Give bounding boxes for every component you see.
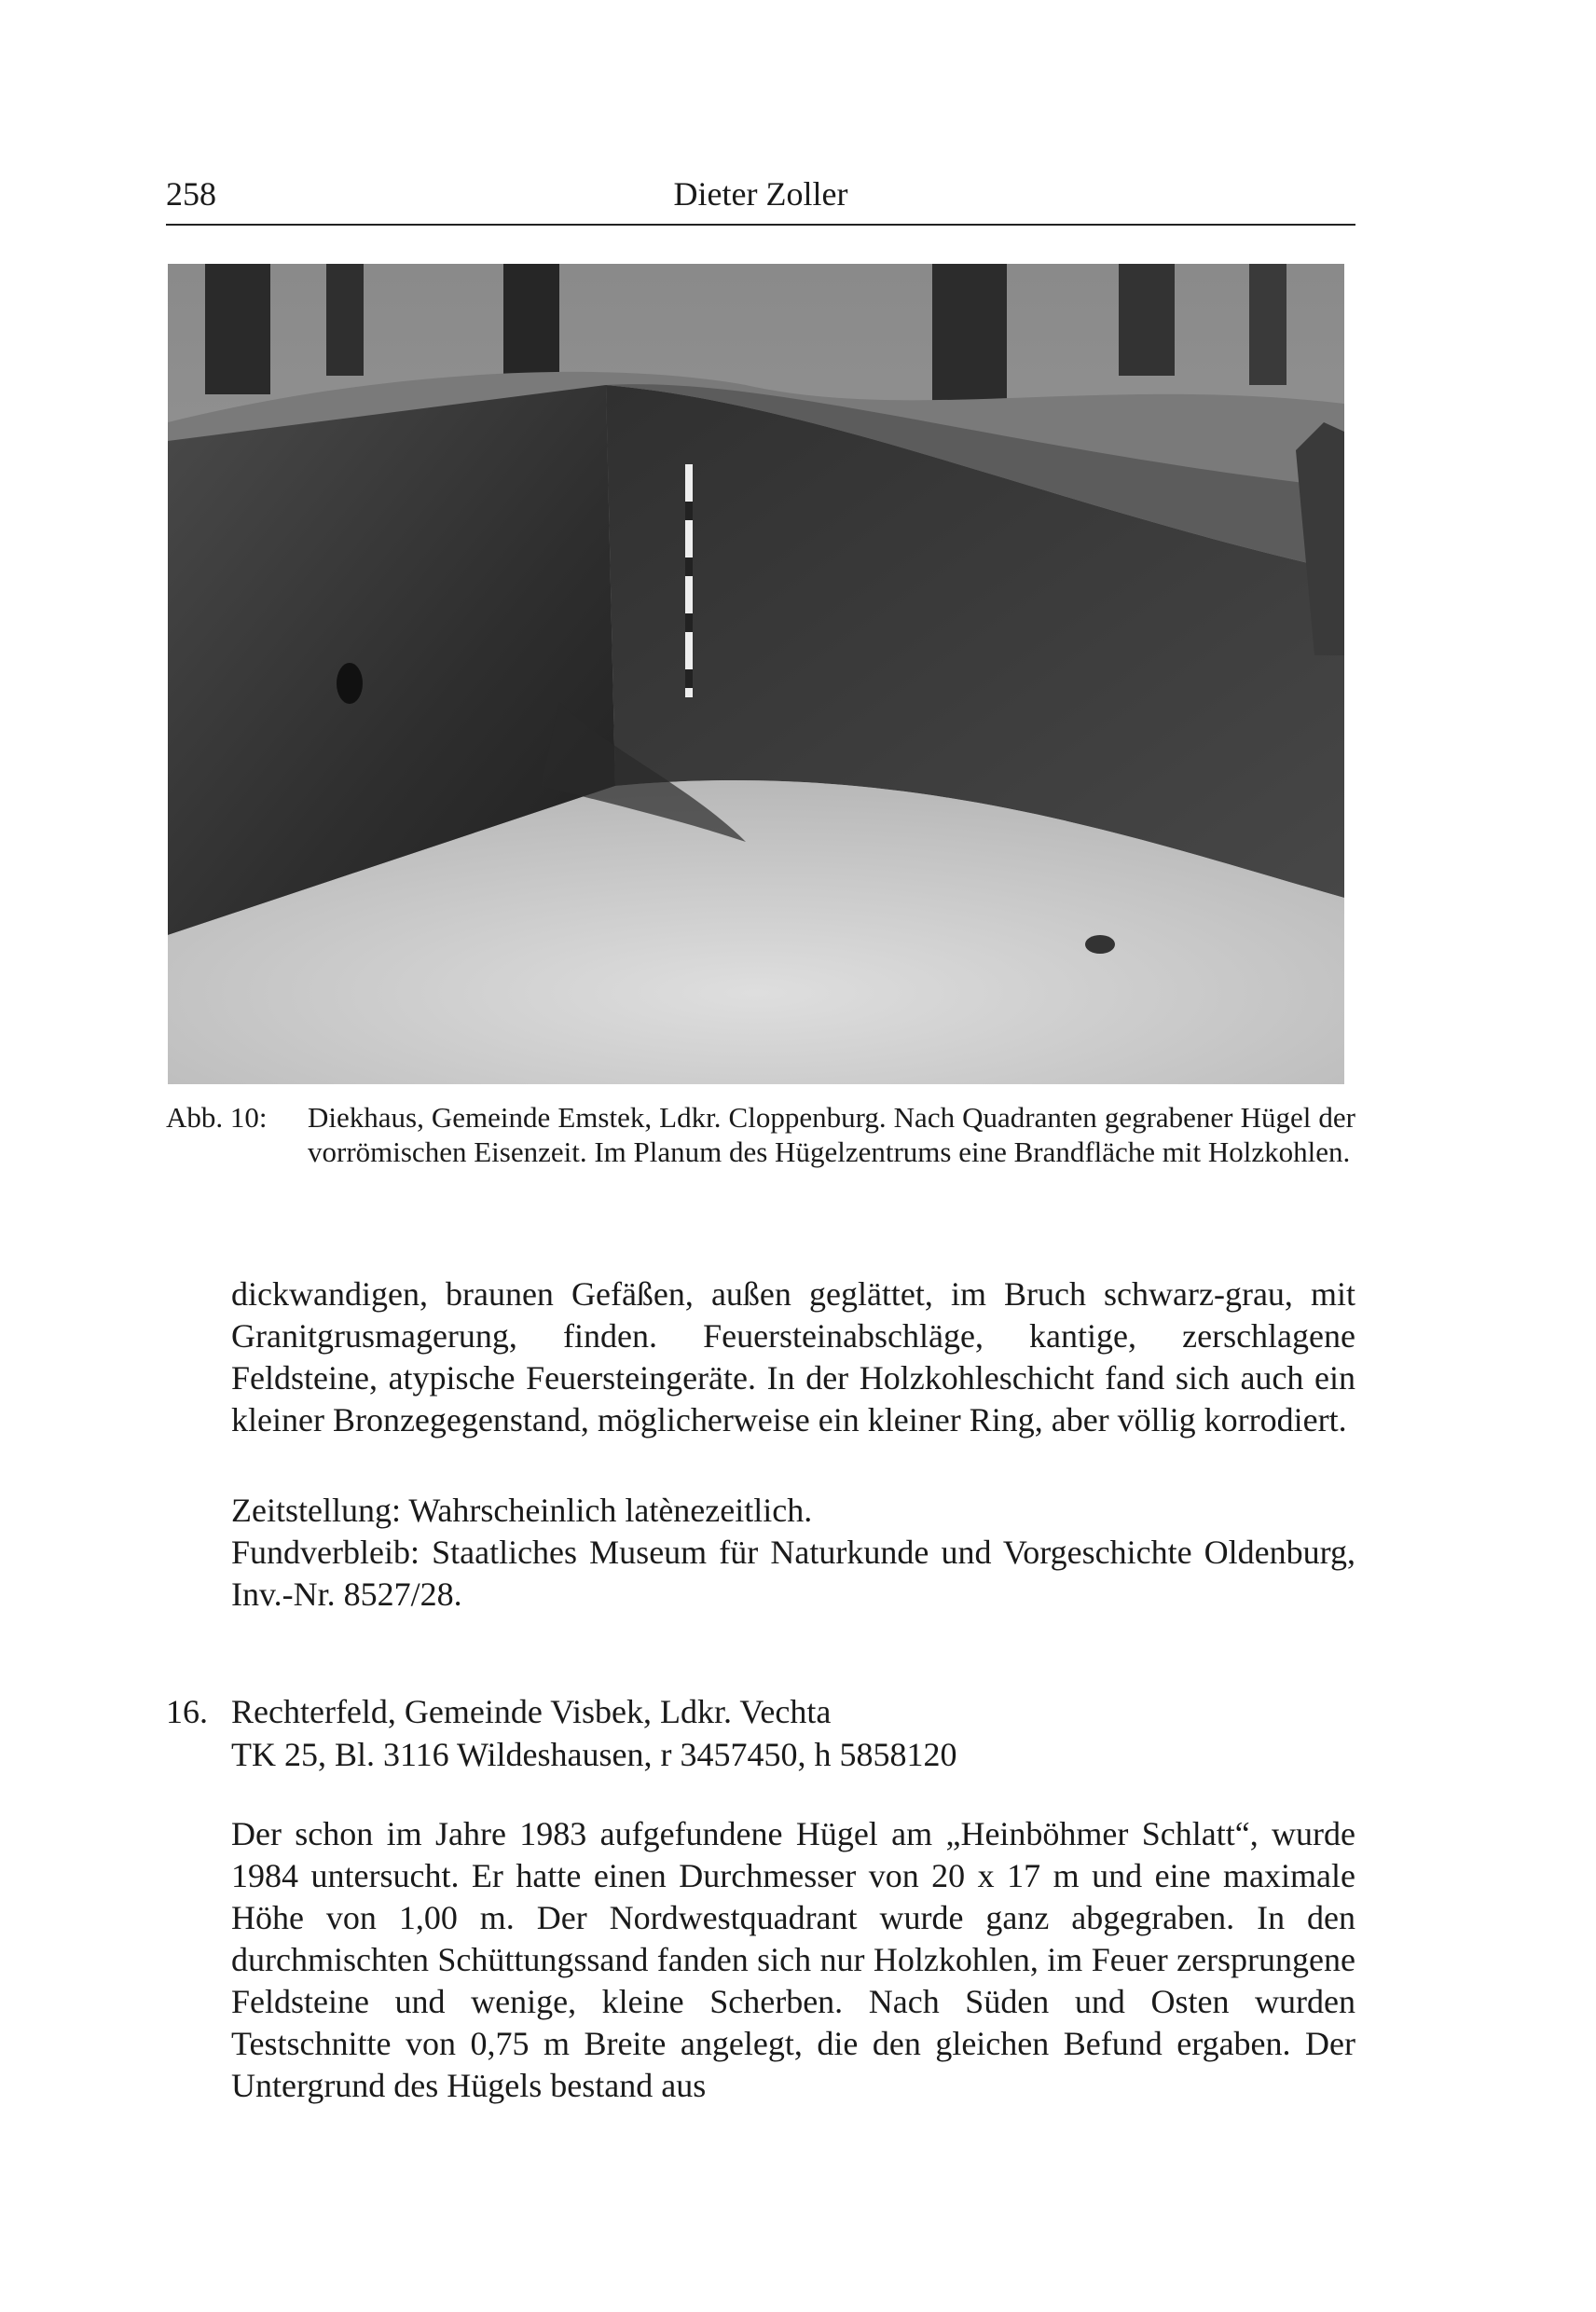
entry-number: 16. [166,1693,208,1730]
dating-line: Zeitstellung: Wahrscheinlich latènezeitlich. [231,1492,813,1529]
page-number: 258 [166,175,216,213]
excavation-photo [168,264,1344,1084]
body-paragraph [231,1273,1355,1441]
figure-caption-text: Diekhaus, Gemeinde Emstek, Ldkr. Cloppenburg. Nach Quadranten gegrabener Hügel der vorrömischen Eisenzeit. Im Planum des Hügelzentrums eine Brandfläche mit Holzkohlen. [308,1101,1355,1168]
entry-site: Rechterfeld, Gemeinde Visbek, Ldkr. Vechta [231,1693,832,1730]
header-rule [166,224,1355,226]
repository-line: Fundverbleib: Staatliches Museum für Naturkunde und Vorgeschichte Oldenburg, Inv.-Nr. 8527/28. [231,1534,1355,1613]
entry-map-reference: TK 25, Bl. 3116 Wildeshausen, r 3457450, h 5858120 [231,1736,957,1773]
paragraph-text: dickwandigen, braunen Gefäßen, außen geglättet, im Bruch schwarz-grau, mit Granitgrusmagerung, finden. Feuersteinabschläge, kantige, zerschlagene Feldsteine, atypische Feuersteingeräte. In der Holzkohleschicht fand sich auch ein kleiner Bronzegegenstand, möglicherweise ein kleiner Ring, aber völlig korrodiert. [231,1275,1355,1438]
figure-label: Abb. 10: [166,1101,268,1134]
dating-and-repository [231,1490,1355,1616]
running-head [166,166,1355,222]
entry-heading-lines [231,1690,1355,1776]
entry-paragraph [231,1813,1355,2107]
excavation-photo-graphic [168,264,1344,1084]
entry-paragraph-text: Der schon im Jahre 1983 aufgefundene Hügel am „Heinböhmer Schlatt“, wurde 1984 untersucht. Er hatte einen Durchmesser von 20 x 17 m und eine maximale Höhe von 1,00 m. Der Nordwestquadrant wurde ganz abgegraben. In den durchmischten Schüttungssand fanden sich nur Holzkohlen, im Feuer zersprungene Feldsteine und wenige, kleine Scherben. Nach Süden und Osten wurden Testschnitte von 0,75 m Breite angelegt, die den gleichen Befund ergaben. Der Untergrund des Hügels bestand aus [231,1815,1355,2104]
running-head-author: Dieter Zoller [673,175,848,213]
figure-caption [166,1100,1355,1169]
